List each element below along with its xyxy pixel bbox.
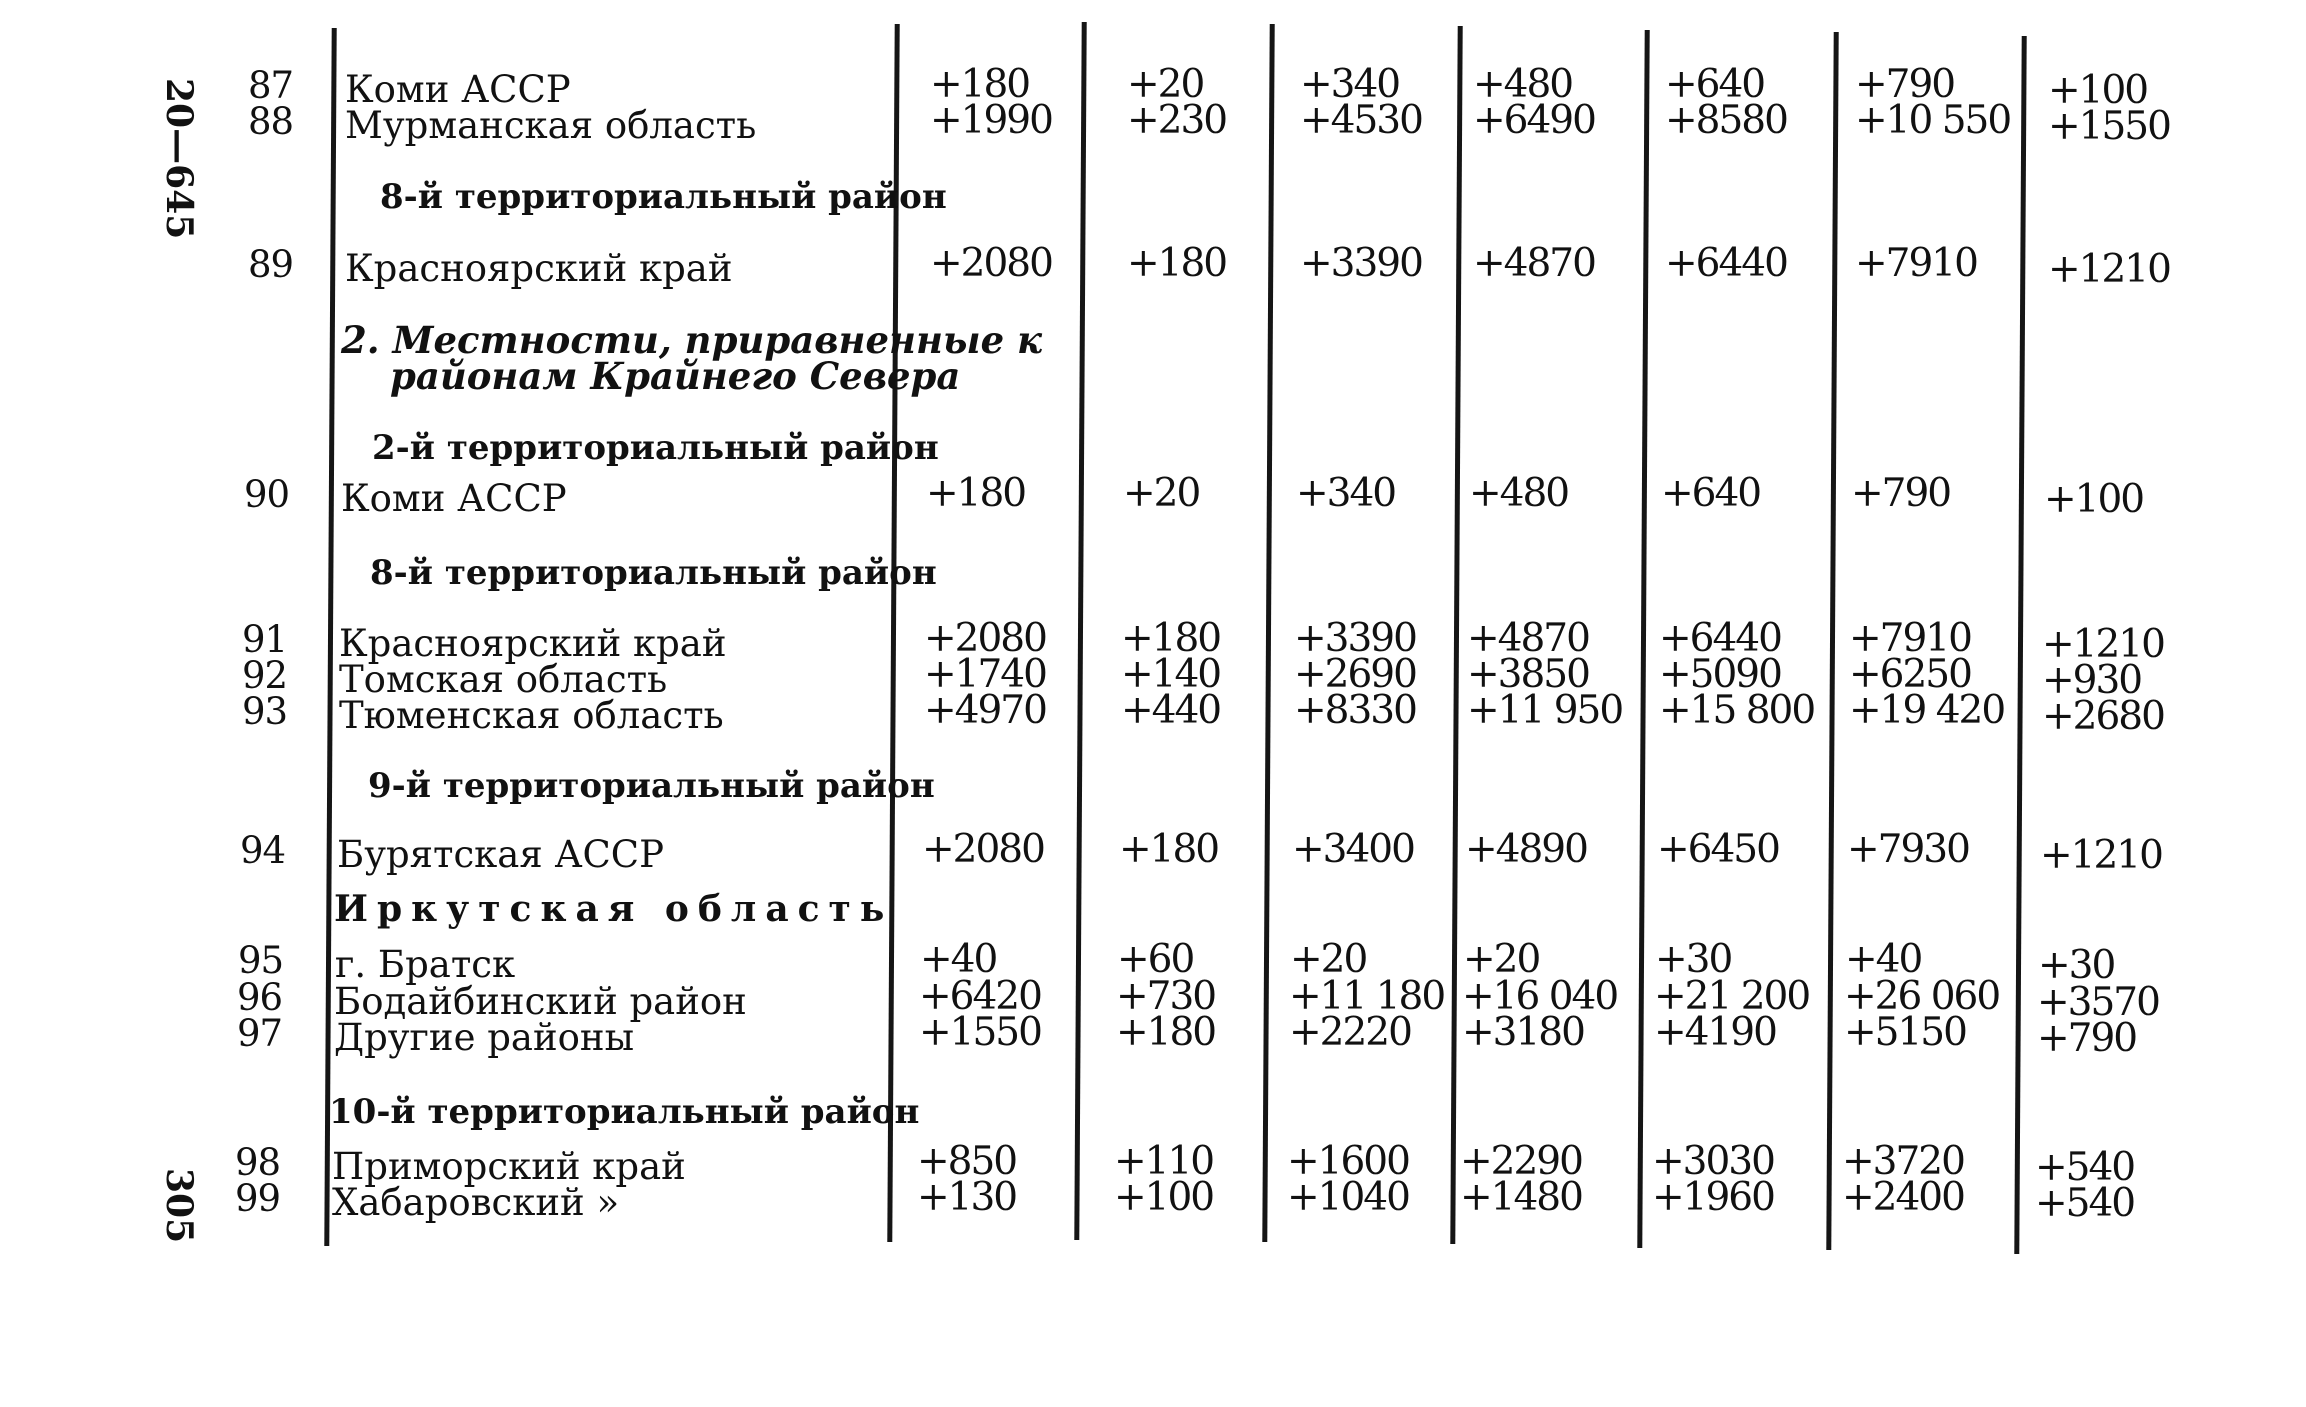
cell-value: +40 — [920, 937, 997, 982]
cell-value: +11 950 — [1467, 688, 1623, 733]
cell-value: +3720 — [1842, 1139, 1964, 1184]
cell-value: +4870 — [1473, 241, 1595, 286]
cell-value: +100 — [2044, 477, 2144, 522]
section-heading: 8-й территориальный район — [370, 553, 937, 593]
cell-value: +540 — [2035, 1145, 2135, 1190]
section-heading: 2-й территориальный район — [372, 428, 939, 468]
cell-value: +480 — [1473, 62, 1573, 107]
cell-value: +21 200 — [1654, 974, 1810, 1019]
section-heading: 2. Местности, приравненные к — [341, 318, 1043, 362]
cell-value: +2080 — [924, 616, 1046, 661]
cell-value: +1550 — [2048, 104, 2170, 149]
row-name: Коми АССР — [345, 68, 571, 111]
cell-value: +6440 — [1665, 241, 1787, 286]
row-name: г. Братск — [335, 943, 516, 986]
cell-value: +3390 — [1300, 241, 1422, 286]
cell-value: +3570 — [2037, 980, 2159, 1025]
cell-value: +1990 — [930, 98, 1052, 143]
cell-value: +8330 — [1294, 688, 1416, 733]
cell-value: +7910 — [1855, 241, 1977, 286]
page-code: 20—645 — [158, 78, 200, 240]
cell-value: +2080 — [930, 241, 1052, 286]
cell-value: +20 — [1127, 62, 1204, 107]
row-number: 88 — [248, 100, 294, 143]
cell-value: +2400 — [1842, 1175, 1964, 1220]
cell-value: +6250 — [1849, 652, 1971, 697]
cell-value: +6420 — [919, 974, 1041, 1019]
cell-value: +1040 — [1287, 1175, 1409, 1220]
row-number: 87 — [248, 64, 294, 107]
row-number: 90 — [244, 473, 290, 516]
cell-value: +30 — [2038, 943, 2115, 988]
cell-value: +440 — [1121, 688, 1221, 733]
cell-value: +4870 — [1467, 616, 1589, 661]
cell-value: +340 — [1296, 471, 1396, 516]
cell-value: +6490 — [1473, 98, 1595, 143]
cell-value: +4970 — [924, 688, 1046, 733]
cell-value: +7930 — [1847, 827, 1969, 872]
cell-value: +6440 — [1659, 616, 1781, 661]
row-name: Приморский край — [332, 1145, 686, 1188]
rule-col-6 — [1826, 32, 1838, 1250]
section-heading: Иркутская область — [334, 888, 894, 930]
cell-value: +100 — [1114, 1175, 1214, 1220]
cell-value: +1480 — [1460, 1175, 1582, 1220]
cell-value: +19 420 — [1849, 688, 2005, 733]
row-number: 98 — [235, 1141, 281, 1184]
row-name: Хабаровский » — [332, 1181, 620, 1224]
section-heading: 10-й территориальный район — [329, 1092, 920, 1132]
row-number: 91 — [242, 618, 288, 661]
cell-value: +180 — [1121, 616, 1221, 661]
cell-value: +540 — [2035, 1181, 2135, 1226]
cell-value: +1740 — [924, 652, 1046, 697]
rule-col-2 — [1074, 22, 1086, 1240]
cell-value: +2220 — [1289, 1010, 1411, 1055]
cell-value: +7910 — [1849, 616, 1971, 661]
cell-value: +3030 — [1652, 1139, 1774, 1184]
section-heading: 9-й территориальный район — [368, 766, 935, 806]
cell-value: +480 — [1469, 471, 1569, 516]
cell-value: +110 — [1114, 1139, 1214, 1184]
cell-value: +8580 — [1665, 98, 1787, 143]
row-name: Красноярский край — [339, 622, 727, 665]
cell-value: +2690 — [1294, 652, 1416, 697]
cell-value: +3390 — [1294, 616, 1416, 661]
cell-value: +2080 — [922, 827, 1044, 872]
row-name: Томская область — [339, 658, 668, 701]
page-number: 305 — [158, 1168, 200, 1244]
row-name: Коми АССР — [341, 477, 567, 520]
rule-name-left — [324, 28, 336, 1246]
row-name: Тюменская область — [339, 694, 724, 737]
cell-value: +130 — [917, 1175, 1017, 1220]
cell-value: +790 — [2037, 1016, 2137, 1061]
row-number: 93 — [242, 690, 288, 733]
cell-value: +4890 — [1465, 827, 1587, 872]
cell-value: +40 — [1845, 937, 1922, 982]
cell-value: +230 — [1127, 98, 1227, 143]
row-number: 94 — [240, 829, 286, 872]
row-name: Бурятская АССР — [337, 833, 665, 876]
cell-value: +16 040 — [1462, 974, 1618, 1019]
cell-value: +850 — [917, 1139, 1017, 1184]
cell-value: +5150 — [1844, 1010, 1966, 1055]
cell-value: +1600 — [1287, 1139, 1409, 1184]
cell-value: +640 — [1661, 471, 1761, 516]
row-name: Бодайбинский район — [334, 980, 747, 1023]
row-name: Красноярский край — [345, 247, 733, 290]
cell-value: +5090 — [1659, 652, 1781, 697]
cell-value: +140 — [1121, 652, 1221, 697]
cell-value: +340 — [1300, 62, 1400, 107]
cell-value: +11 180 — [1289, 974, 1445, 1019]
cell-value: +180 — [1119, 827, 1219, 872]
cell-value: +1210 — [2040, 833, 2162, 878]
row-name: Другие районы — [334, 1016, 635, 1059]
row-name: Мурманская область — [345, 104, 757, 147]
cell-value: +100 — [2048, 68, 2148, 113]
cell-value: +1960 — [1652, 1175, 1774, 1220]
row-number: 95 — [238, 939, 284, 982]
rule-col-7 — [2014, 36, 2026, 1254]
cell-value: +6450 — [1657, 827, 1779, 872]
cell-value: +1550 — [919, 1010, 1041, 1055]
row-number: 92 — [242, 654, 288, 697]
section-heading: районам Крайнего Севера — [390, 354, 961, 398]
cell-value: +790 — [1855, 62, 1955, 107]
row-number: 99 — [235, 1177, 281, 1220]
cell-value: +15 800 — [1659, 688, 1815, 733]
cell-value: +3180 — [1462, 1010, 1584, 1055]
cell-value: +180 — [1116, 1010, 1216, 1055]
cell-value: +60 — [1117, 937, 1194, 982]
row-number: 96 — [237, 976, 283, 1019]
cell-value: +30 — [1655, 937, 1732, 982]
cell-value: +790 — [1851, 471, 1951, 516]
rule-col-4 — [1450, 26, 1462, 1244]
cell-value: +10 550 — [1855, 98, 2011, 143]
cell-value: +2290 — [1460, 1139, 1582, 1184]
row-number: 97 — [237, 1012, 283, 1055]
row-number: 89 — [248, 243, 294, 286]
cell-value: +20 — [1463, 937, 1540, 982]
cell-value: +1210 — [2048, 247, 2170, 292]
cell-value: +180 — [1127, 241, 1227, 286]
cell-value: +180 — [930, 62, 1030, 107]
cell-value: +3850 — [1467, 652, 1589, 697]
cell-value: +26 060 — [1844, 974, 2000, 1019]
cell-value: +640 — [1665, 62, 1765, 107]
cell-value: +4530 — [1300, 98, 1422, 143]
cell-value: +20 — [1123, 471, 1200, 516]
rule-col-3 — [1262, 24, 1274, 1242]
rule-col-5 — [1637, 30, 1649, 1248]
cell-value: +180 — [926, 471, 1026, 516]
cell-value: +3400 — [1292, 827, 1414, 872]
cell-value: +20 — [1290, 937, 1367, 982]
cell-value: +1210 — [2042, 622, 2164, 667]
cell-value: +730 — [1116, 974, 1216, 1019]
cell-value: +930 — [2042, 658, 2142, 703]
section-heading: 8-й территориальный район — [380, 177, 947, 217]
cell-value: +2680 — [2042, 694, 2164, 739]
cell-value: +4190 — [1654, 1010, 1776, 1055]
